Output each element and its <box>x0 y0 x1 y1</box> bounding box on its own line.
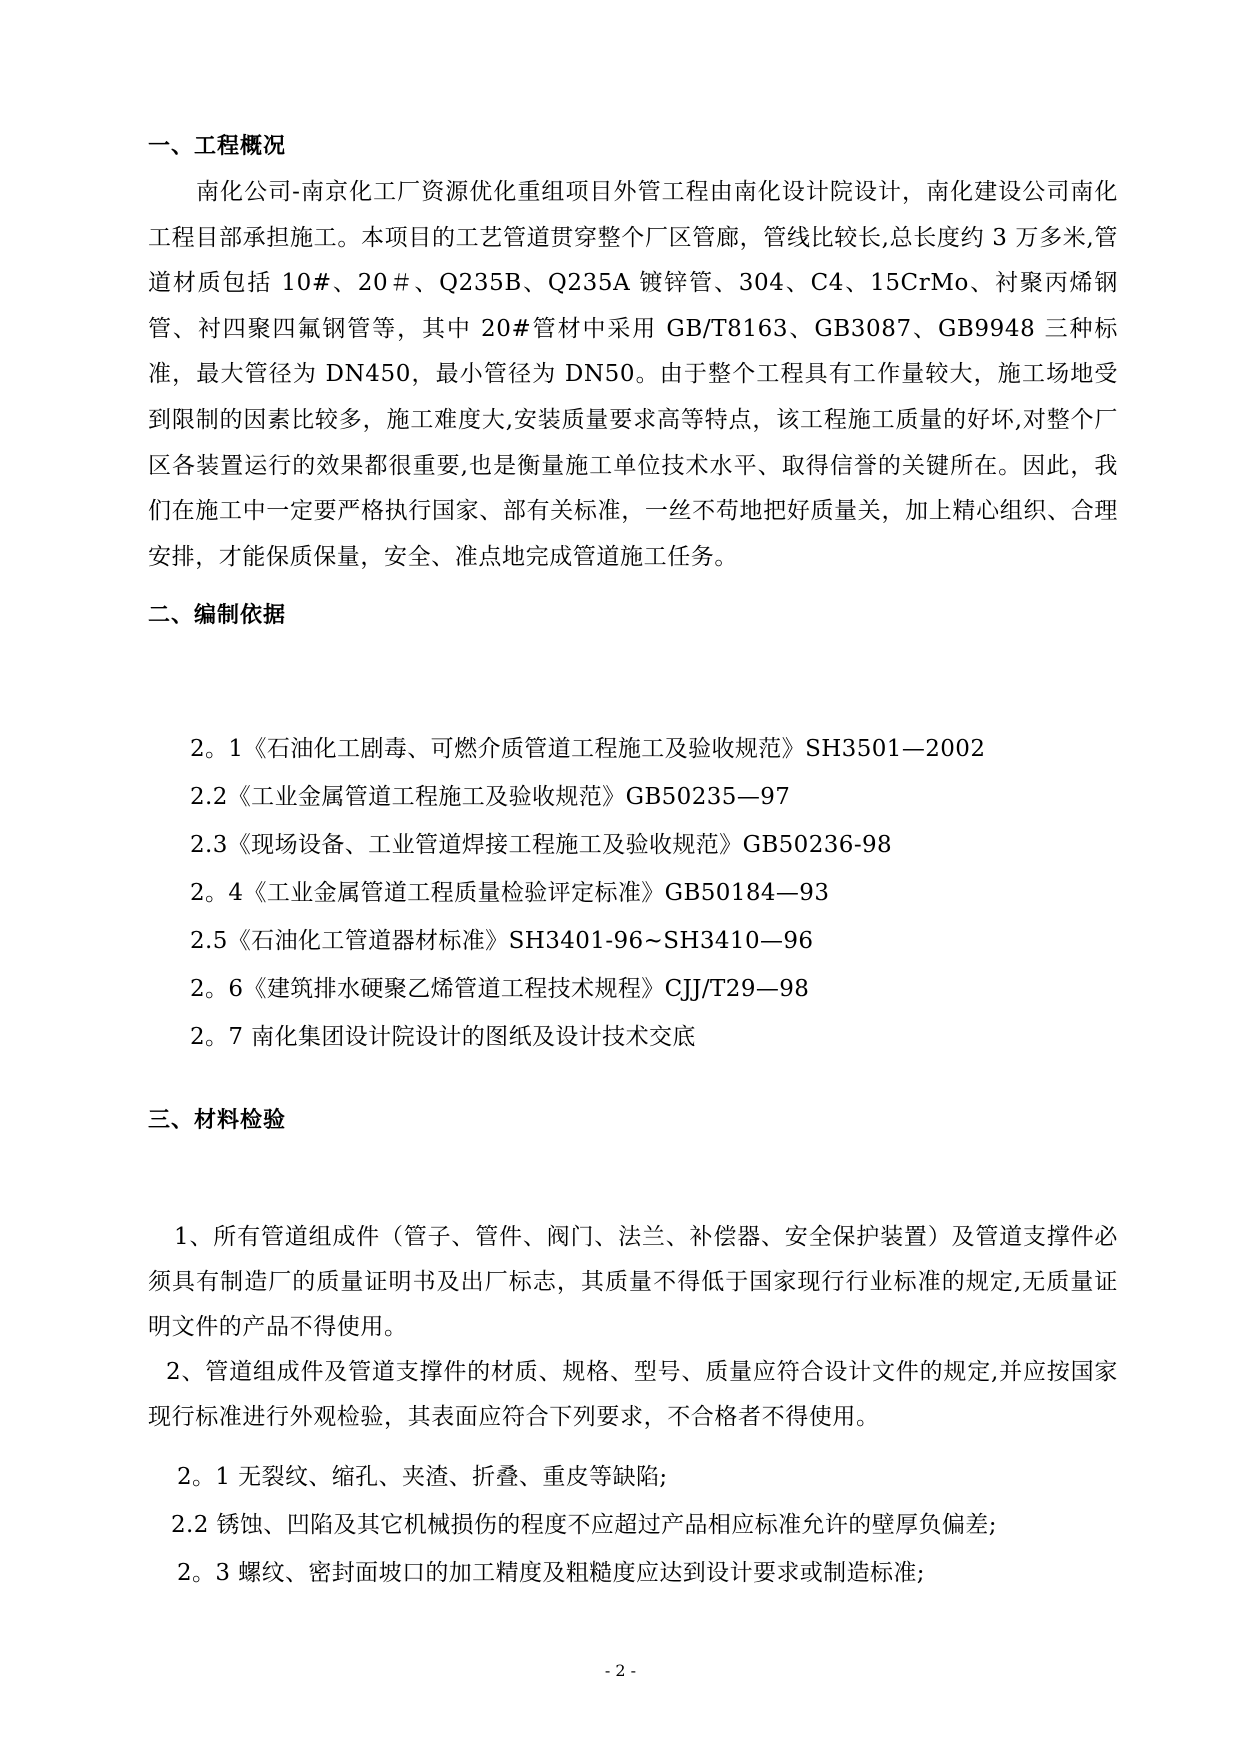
reference-item: 2.3《现场设备、工业管道焊接工程施工及验收规范》GB50236-98 <box>190 832 893 858</box>
reference-item: 2。4《工业金属管道工程质量检验评定标准》GB50184—93 <box>190 880 830 906</box>
section-2-heading: 二、编制依据 <box>148 603 287 628</box>
inspection-item: 2。3 螺纹、密封面坡口的加工精度及粗糙度应达到设计要求或制造标准; <box>177 1560 925 1586</box>
section-1-paragraph: 南化公司-南京化工厂资源优化重组项目外管工程由南化设计院设计，南化建设公司南化工程目部承担施工。本项目的工艺管道贯穿整个厂区管廊，管线比较长,总长度约 3 万多米,管道材质包括 10#、20＃、Q235B、Q235A 镀锌管、304、C4、15CrMo、衬聚丙烯钢管、衬四聚四氟钢管等，其中 20#管材中采用 GB/T8163、GB3087、GB9948 三种标准，最大管径为 DN450，最小管径为 DN50。由于整个工程具有工作量较大，施工场地受到限制的因素比较多，施工难度大,安装质量要求高等特点，该工程施工质量的好坏,对整个厂区各装置运行的效果都很重要,也是衡量施工单位技术水平、取得信誉的关键所在。因此，我们在施工中一定要严格执行国家、部有关标准，一丝不苟地把好质量关，加上精心组织、合理安排，才能保质保量，安全、准点地完成管道施工任务。 <box>148 179 1118 570</box>
reference-item: 2。1《石油化工剧毒、可燃介质管道工程施工及验收规范》SH3501—2002 <box>190 736 986 762</box>
page-number: - 2 - <box>604 1661 637 1680</box>
inspection-item: 2.2 锈蚀、凹陷及其它机械损伤的程度不应超过产品相应标准允许的壁厚负偏差; <box>171 1512 997 1538</box>
section-3-heading: 三、材料检验 <box>148 1108 287 1133</box>
reference-item: 2。7 南化集团设计院设计的图纸及设计技术交底 <box>190 1024 696 1050</box>
reference-item: 2.5《石油化工管道器材标准》SH3401-96~SH3410—96 <box>190 928 814 954</box>
section-3-paragraph-2: 2、管道组成件及管道支撑件的材质、规格、型号、质量应符合设计文件的规定,并应按国家现行标准进行外观检验，其表面应符合下列要求，不合格者不得使用。 <box>148 1359 1118 1430</box>
reference-item: 2.2《工业金属管道工程施工及验收规范》GB50235—97 <box>190 784 791 810</box>
inspection-item: 2。1 无裂纹、缩孔、夹渣、折叠、重皮等缺陷; <box>177 1464 668 1490</box>
section-3-paragraph-1: 1、所有管道组成件（管子、管件、阀门、法兰、补偿器、安全保护装置）及管道支撑件必须具有制造厂的质量证明书及出厂标志，其质量不得低于国家现行行业标准的规定,无质量证明文件的产品不得使用。 <box>148 1224 1118 1340</box>
section-1-heading: 一、工程概况 <box>148 134 287 159</box>
reference-item: 2。6《建筑排水硬聚乙烯管道工程技术规程》CJJ/T29—98 <box>190 976 810 1002</box>
